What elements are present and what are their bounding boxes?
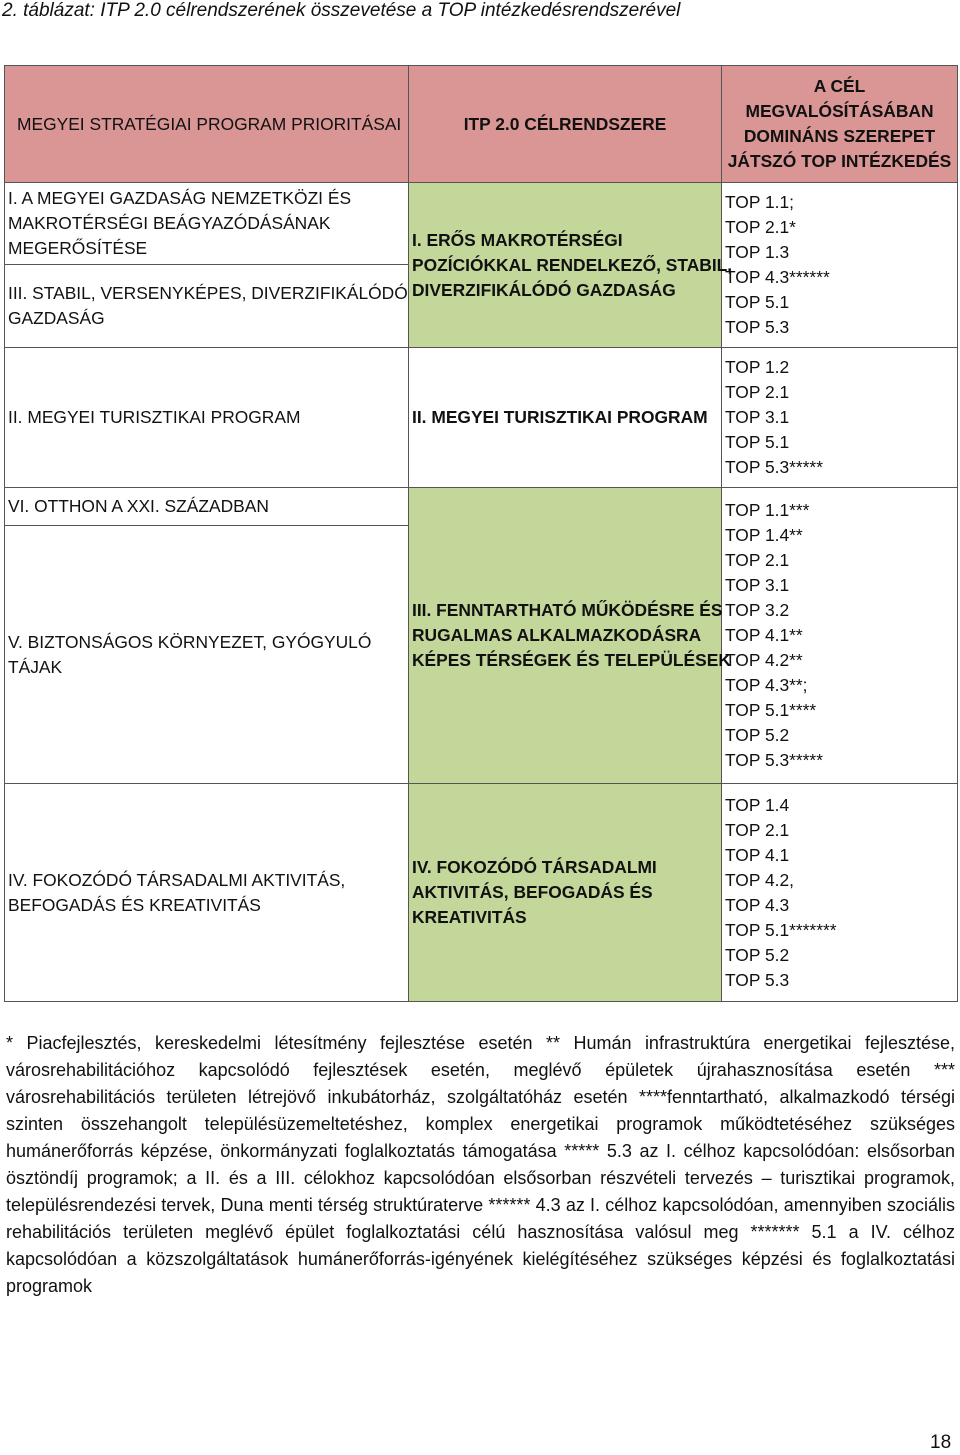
top-codes-cell-2: TOP 1.2 TOP 2.1 TOP 3.1 TOP 5.1 TOP 5.3***** (722, 348, 958, 488)
table-row-group4 (5, 784, 958, 1002)
priority-cell-1: I. A MEGYEI GAZDASÁG NEMZETKÖZI ÉS MAKROTÉRSÉGI BEÁGYAZÓDÁSÁNAK MEGERŐSÍTÉSE (5, 183, 409, 265)
table-caption: 2. táblázat: ITP 2.0 célrendszerének összevetése a TOP intézkedésrendszerével (2, 0, 681, 21)
table-row-group1a (5, 183, 958, 265)
priority-cell-2: II. MEGYEI TURISZTIKAI PROGRAM (5, 348, 409, 488)
footnote-text: * Piacfejlesztés, kereskedelmi létesítmény fejlesztése esetén ** Humán infrastruktúra energetikai fejlesztése, városrehabilitációhoz kapcsolódó fejlesztések esetén, meglévő épületek újrahasznosítása esetén *** városrehabilitációs területen létrejövő inkubátorház, szolgáltatóház esetén ****fenntartható, alkalmazkodó térségi szinten összehangolt településüzemeltetéshez, komplex energetikai programok működtetéséhez szükséges humánerőforrás képzése, önkormányzati foglalkoztatás támogatása ***** 5.3 az I. célhoz kapcsolódóan: elsősorban ösztöndíj programok; a II. és a III. célokhoz kapcsolódóan elsősorban részvételi tervezés – turisztikai programok, településrendezési tervek, Duna menti térség struktúraterve ****** 4.3 az I. célhoz kapcsolódóan, amennyiben szociális rehabilitációs területen meglévő épület foglalkoztatási célú hasznosítása valósul meg ******* 5.1 a IV. célhoz kapcsolódóan a közszolgáltatások humánerőforrás-igényének kielégítéséhez szükséges képzési és foglalkoztatási programok (6, 1033, 955, 1296)
top-codes-cell-1: TOP 1.1; TOP 2.1* TOP 1.3 TOP 4.3****** TOP 5.1 TOP 5.3 (722, 183, 958, 348)
goal-cell-2: II. MEGYEI TURISZTIKAI PROGRAM (409, 348, 722, 488)
header-top-measures: A CÉL MEGVALÓSÍTÁSÁBAN DOMINÁNS SZEREPET JÁTSZÓ TOP INTÉZKEDÉS (722, 66, 958, 183)
priority-cell-4: IV. FOKOZÓDÓ TÁRSADALMI AKTIVITÁS, BEFOGADÁS ÉS KREATIVITÁS (5, 784, 409, 1002)
comparison-table (4, 65, 958, 1002)
top-codes-cell-3: TOP 1.1*** TOP 1.4** TOP 2.1 TOP 3.1 TOP 3.2 TOP 4.1** TOP 4.2** TOP 4.3**; TOP 5.1**** TOP 5.2 TOP 5.3***** (722, 488, 958, 784)
top-codes-cell-4: TOP 1.4 TOP 2.1 TOP 4.1 TOP 4.2, TOP 4.3 TOP 5.1******* TOP 5.2 TOP 5.3 (722, 784, 958, 1002)
priority-cell-5: V. BIZTONSÁGOS KÖRNYEZET, GYÓGYULÓ TÁJAK (5, 526, 409, 784)
page-number: 18 (930, 1432, 952, 1453)
header-priorities: MEGYEI STRATÉGIAI PROGRAM PRIORITÁSAI (5, 66, 409, 183)
header-itp-goals: ITP 2.0 CÉLRENDSZERE (409, 66, 722, 183)
priority-cell-3: III. STABIL, VERSENYKÉPES, DIVERZIFIKÁLÓDÓ GAZDASÁG (5, 265, 409, 348)
goal-cell-1: I. ERŐS MAKROTÉRSÉGI POZÍCIÓKKAL RENDELKEZŐ, STABIL, DIVERZIFIKÁLÓDÓ GAZDASÁG (409, 183, 722, 348)
table-row-group3a (5, 488, 958, 526)
priority-cell-6: VI. OTTHON A XXI. SZÁZADBAN (5, 488, 409, 526)
goal-cell-4: IV. FOKOZÓDÓ TÁRSADALMI AKTIVITÁS, BEFOGADÁS ÉS KREATIVITÁS (409, 784, 722, 1002)
table-row-group2 (5, 348, 958, 488)
table-header-row (5, 66, 958, 183)
goal-cell-3: III. FENNTARTHATÓ MŰKÖDÉSRE ÉS RUGALMAS ALKALMAZKODÁSRA KÉPES TÉRSÉGEK ÉS TELEPÜLÉSEK (409, 488, 722, 784)
